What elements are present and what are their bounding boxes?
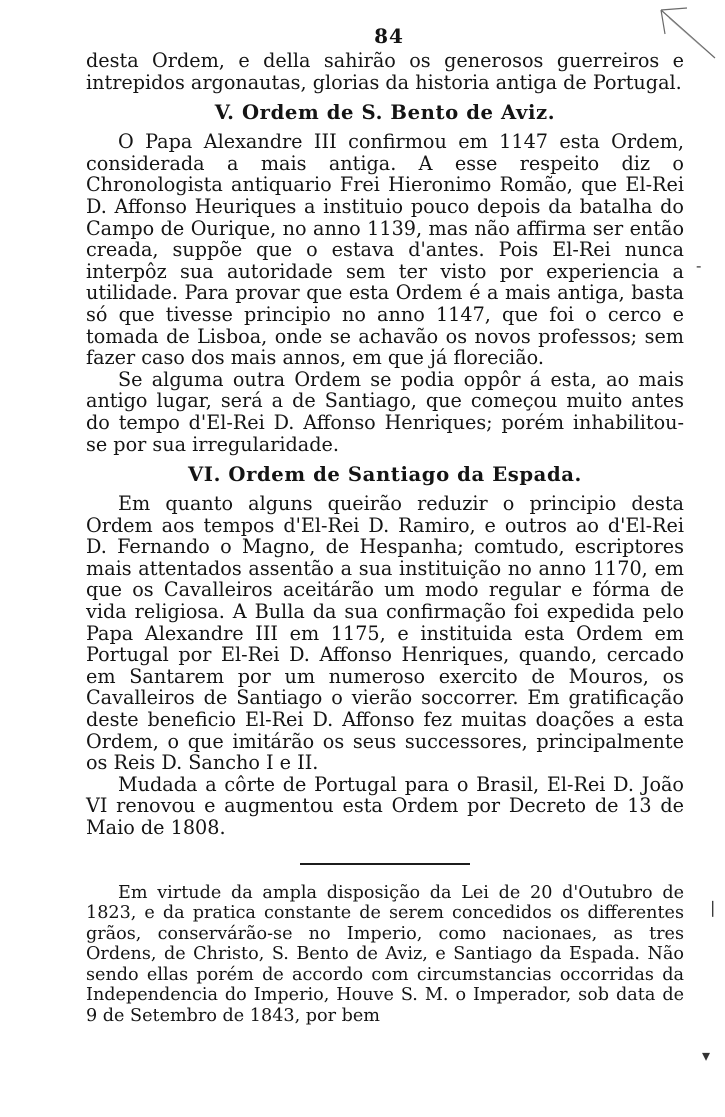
paragraph-santiago-2: Mudada a côrte de Portugal para o Brasil, El-Rei D. João VI renovou e augmentou esta Ordem por Decreto de 13 de Maio de 1808. xyxy=(86,772,684,839)
paragraph-aviz-2: Se alguma outra Ordem se podia oppôr á esta, ao mais antigo lugar, será a de Santiago, que começou muito antes do tempo d'El-Rei D. Affonso Henriques; porém inhabilitou-se por sua irregularidade. xyxy=(86,367,684,456)
margin-arrow-mark: ▾ xyxy=(702,1046,711,1065)
book-page xyxy=(86,22,684,1026)
page-number: 84 xyxy=(374,24,404,48)
continued-paragraph: desta Ordem, e della sahirão os generosos guerreiros e intrepidos argonautas, glorias da historia antiga de Portugal. xyxy=(86,49,684,94)
margin-dash-mark: - xyxy=(696,256,702,275)
footnote-divider xyxy=(300,863,470,865)
footnote-text: Em virtude da ampla disposição da Lei de 20 d'Outubro de 1823, e da pratica constante de serem concedidos os differentes grãos, conservárão-se no Imperio, como nacionaes, as tres Ordens, de Christo, S. Bento de Aviz, e Santiago da Espada. Não sendo ellas porém de accordo com circumstancias occorridas da Independencia do Imperio, Houve S. M. o Imperador, sob data de 9 de Setembro de 1843, por bem xyxy=(86,882,684,1026)
paragraph-aviz-1: O Papa Alexandre III confirmou em 1147 esta Ordem, considerada a mais antiga. A esse respeito diz o Chronologista antiquario Frei Hieronimo Romão, que El-Rei D. Affonso Heuriques a instituio pouco depois da batalha do Campo de Ourique, no anno 1139, mas não affirma ser então creada, suppõe que o estava d'antes. Pois El-Rei nunca interpôz sua autoridade sem ter visto por experiencia a utilidade. Para provar que esta Ordem é a mais antiga, basta só que tivesse principio no anno 1147, que foi o cerco e tomada de Lisboa, onde se achavão os novos professos; sem fazer caso dos mais annos, em que já florecião. xyxy=(86,130,684,370)
section-heading-aviz: V. Ordem de S. Bento de Aviz. xyxy=(214,101,556,125)
section-heading-santiago: VI. Ordem de Santiago da Espada. xyxy=(188,463,582,487)
paragraph-santiago-1: Em quanto alguns queirão reduzir o principio desta Ordem aos tempos d'El-Rei D. Ramiro, e outros ao d'El-Rei D. Fernando o Magno, de Hespanha; comtudo, escriptores mais attentados assentão a sua instituição no anno 1170, em que os Cavalleiros aceitárão um modo regular e fórma de vida religiosa. A Bulla da sua confirmação foi expedida pelo Papa Alexandre III em 1175, e instituida esta Ordem em Portugal por El-Rei D. Affonso Henriques, quando, cercado em Santarem por um numeroso exercito de Mouros, os Cavalleiros de Santiago o vierão soccorrer. Em gratificação deste beneficio El-Rei D. Affonso fez muitas doações a esta Ordem, o que imitárão os seus successores, principalmente os Reis D. Sancho I e II. xyxy=(86,492,684,775)
margin-bar-mark: ❘ xyxy=(706,898,720,917)
